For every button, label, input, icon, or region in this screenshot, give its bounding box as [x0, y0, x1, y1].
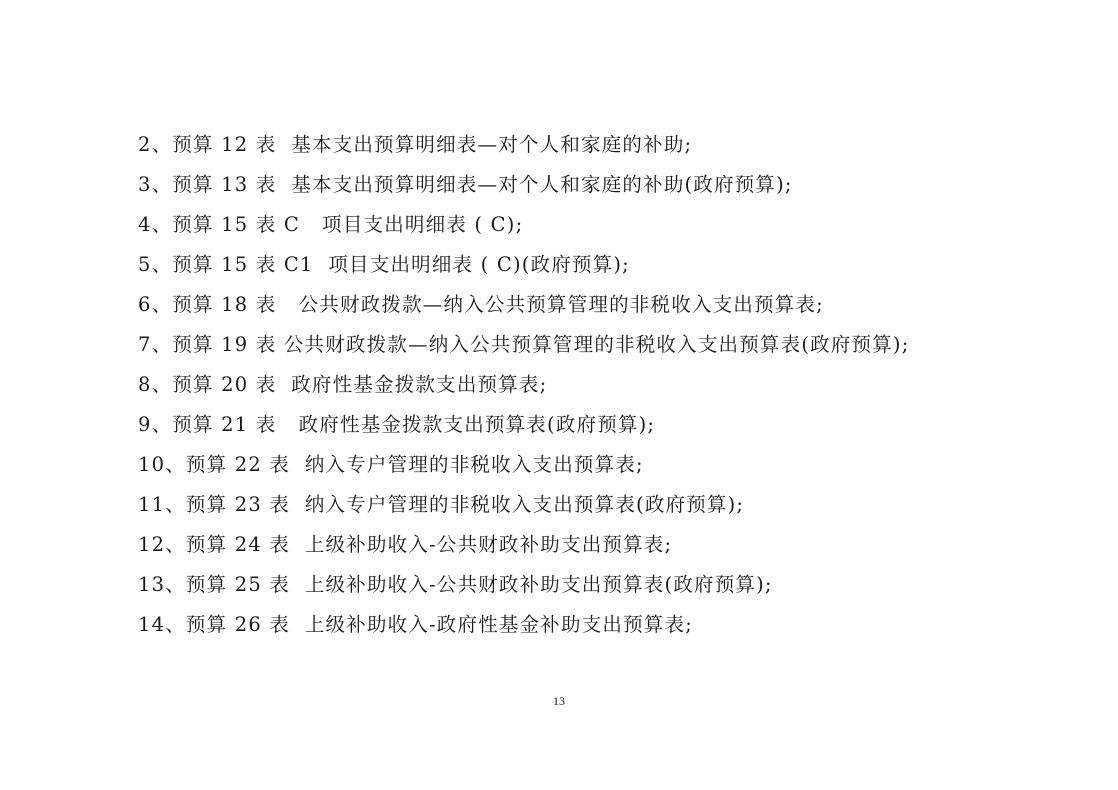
list-item: 13、预算 25 表 上级补助收入-公共财政补助支出预算表(政府预算);: [138, 573, 773, 596]
list-item: 7、预算 19 表 公共财政拨款—纳入公共预算管理的非税收入支出预算表(政府预算);: [138, 333, 910, 356]
list-item: 12、预算 24 表 上级补助收入-公共财政补助支出预算表;: [138, 533, 673, 556]
budget-table-list: [138, 131, 910, 651]
list-item: 5、预算 15 表 C1 项目支出明细表 ( C)(政府预算);: [138, 253, 630, 276]
list-item: 14、预算 26 表 上级补助收入-政府性基金补助支出预算表;: [138, 613, 693, 636]
list-item: 10、预算 22 表 纳入专户管理的非税收入支出预算表;: [138, 453, 644, 476]
list-item: 11、预算 23 表 纳入专户管理的非税收入支出预算表(政府预算);: [138, 493, 745, 516]
list-item: 6、预算 18 表 公共财政拨款—纳入公共预算管理的非税收入支出预算表;: [138, 293, 824, 316]
list-item: 3、预算 13 表 基本支出预算明细表—对个人和家庭的补助(政府预算);: [138, 173, 793, 196]
page-number: 13: [553, 694, 565, 708]
list-item: 2、预算 12 表 基本支出预算明细表—对个人和家庭的补助;: [138, 133, 693, 156]
list-item: 4、预算 15 表 C 项目支出明细表 ( C);: [138, 213, 524, 236]
list-item: 9、预算 21 表 政府性基金拨款支出预算表(政府预算);: [138, 413, 656, 436]
list-item: 8、预算 20 表 政府性基金拨款支出预算表;: [138, 373, 548, 396]
